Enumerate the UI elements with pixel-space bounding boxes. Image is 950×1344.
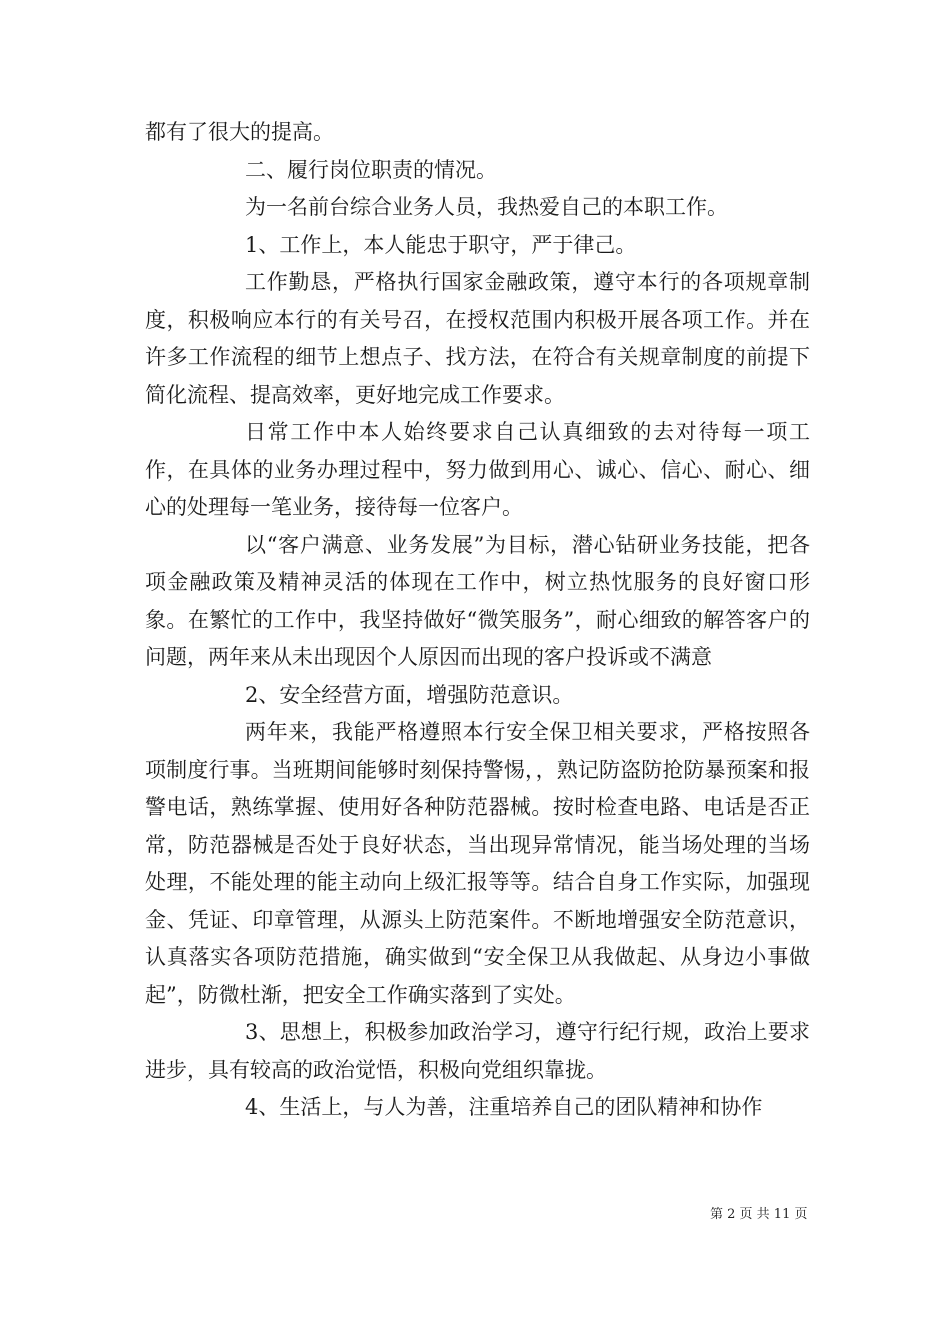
paragraph: 两年来，我能严格遵照本行安全保卫相关要求，严格按照各项制度行事。当班期间能够时刻保持警惕，，熟记防盗防抢防暴预案和报警电话，熟练掌握、使用好各种防范器械。按时检查电路、电话是否正常，防范器械是否处于良好状态，当出现异常情况，能当场处理的当场处理，不能处理的能主动向上级汇报等等。结合自身工作实际，加强现金、凭证、印章管理，从源头上防范案件。不断地增强安全防范意识，认真落实各项防范措施，确实做到“安全保卫从我做起、从身边小事做起”，防微杜渐，把安全工作确实落到了实处。 <box>145 720 810 1007</box>
paragraph-continuation: 都有了很大的提高。 <box>145 120 334 144</box>
paragraph: 3、思想上，积极参加政治学习，遵守行纪行规，政治上要求进步，具有较高的政治觉悟，积极向党组织靠拢。 <box>145 1020 810 1082</box>
paragraph: 为一名前台综合业务人员，我热爱自己的本职工作。 <box>245 195 728 219</box>
paragraph: 工作勤恳，严格执行国家金融政策，遵守本行的各项规章制度，积极响应本行的有关号召，在授权范围内积极开展各项工作。并在许多工作流程的细节上想点子、找方法，在符合有关规章制度的前提下简化流程、提高效率，更好地完成工作要求。 <box>145 270 810 407</box>
paragraph: 日常工作中本人始终要求自己认真细致的去对待每一项工作，在具体的业务办理过程中，努力做到用心、诚心、信心、耐心、细心的处理每一笔业务，接待每一位客户。 <box>145 420 810 519</box>
subsection-heading: 1、工作上，本人能忠于职守，严于律己。 <box>245 232 637 257</box>
paragraph: 4、生活上，与人为善，注重培养自己的团队精神和协作 <box>245 1095 763 1119</box>
paragraph: 以“客户满意、业务发展”为目标，潜心钻研业务技能，把各项金融政策及精神灵活的体现在工作中，树立热忱服务的良好窗口形象。在繁忙的工作中，我坚持做好“微笑服务”，耐心细致的解答客户的问题，两年来从未出现因个人原因而出现的客户投诉或不满意 <box>145 532 810 669</box>
page-number-footer: 第 2 页 共 11 页 <box>710 1207 808 1222</box>
document-body <box>145 114 810 1127</box>
section-heading: 二、履行岗位职责的情况。 <box>245 157 497 182</box>
subsection-heading: 2、安全经营方面，增强防范意识。 <box>245 682 574 707</box>
